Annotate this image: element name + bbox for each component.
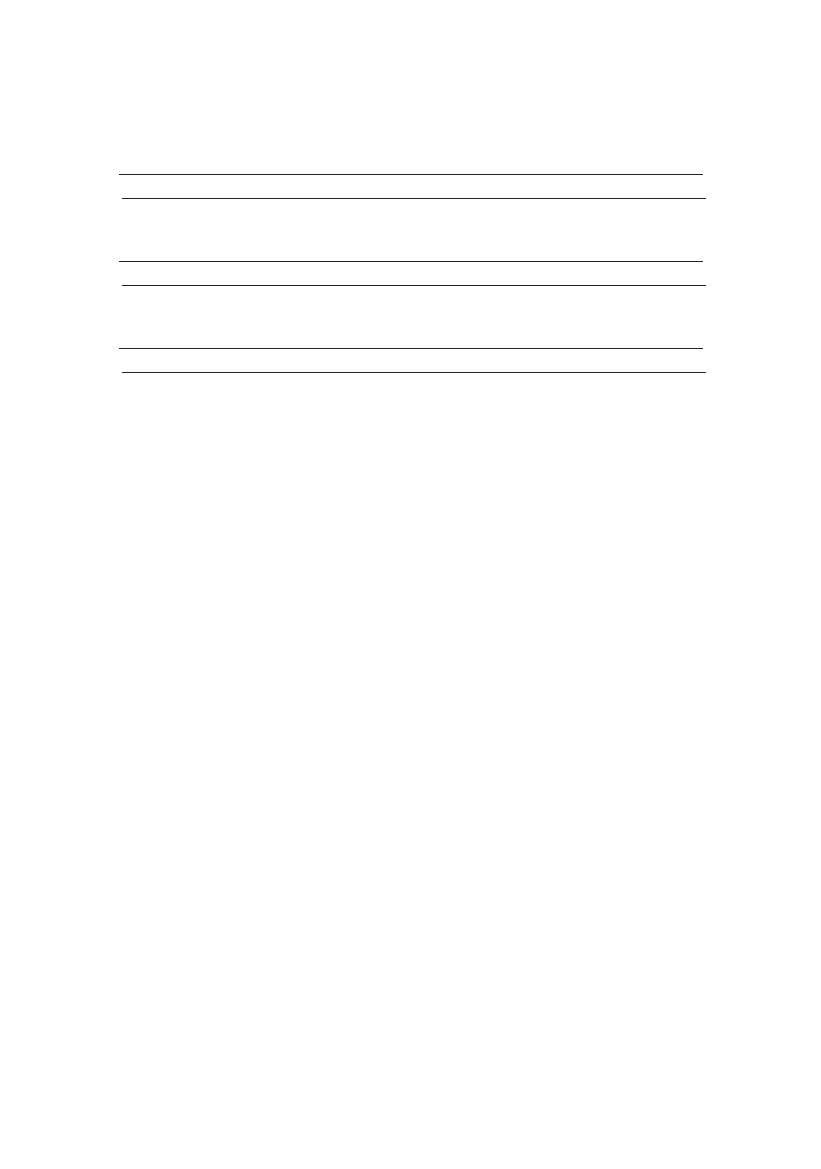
- worksheet-content: [117, 100, 709, 373]
- question-3: [117, 334, 709, 373]
- answer-line-2a[interactable]: [119, 247, 703, 262]
- answer-line-3a[interactable]: [119, 334, 703, 349]
- question-2: [117, 247, 709, 286]
- answer-line-3b[interactable]: [122, 371, 706, 373]
- answer-line-1b[interactable]: [122, 197, 706, 199]
- answer-line-1a[interactable]: [119, 160, 703, 175]
- answer-line-2b[interactable]: [122, 284, 706, 286]
- question-1: [117, 160, 709, 199]
- task-a: [117, 160, 709, 373]
- worksheet-header: [117, 100, 709, 124]
